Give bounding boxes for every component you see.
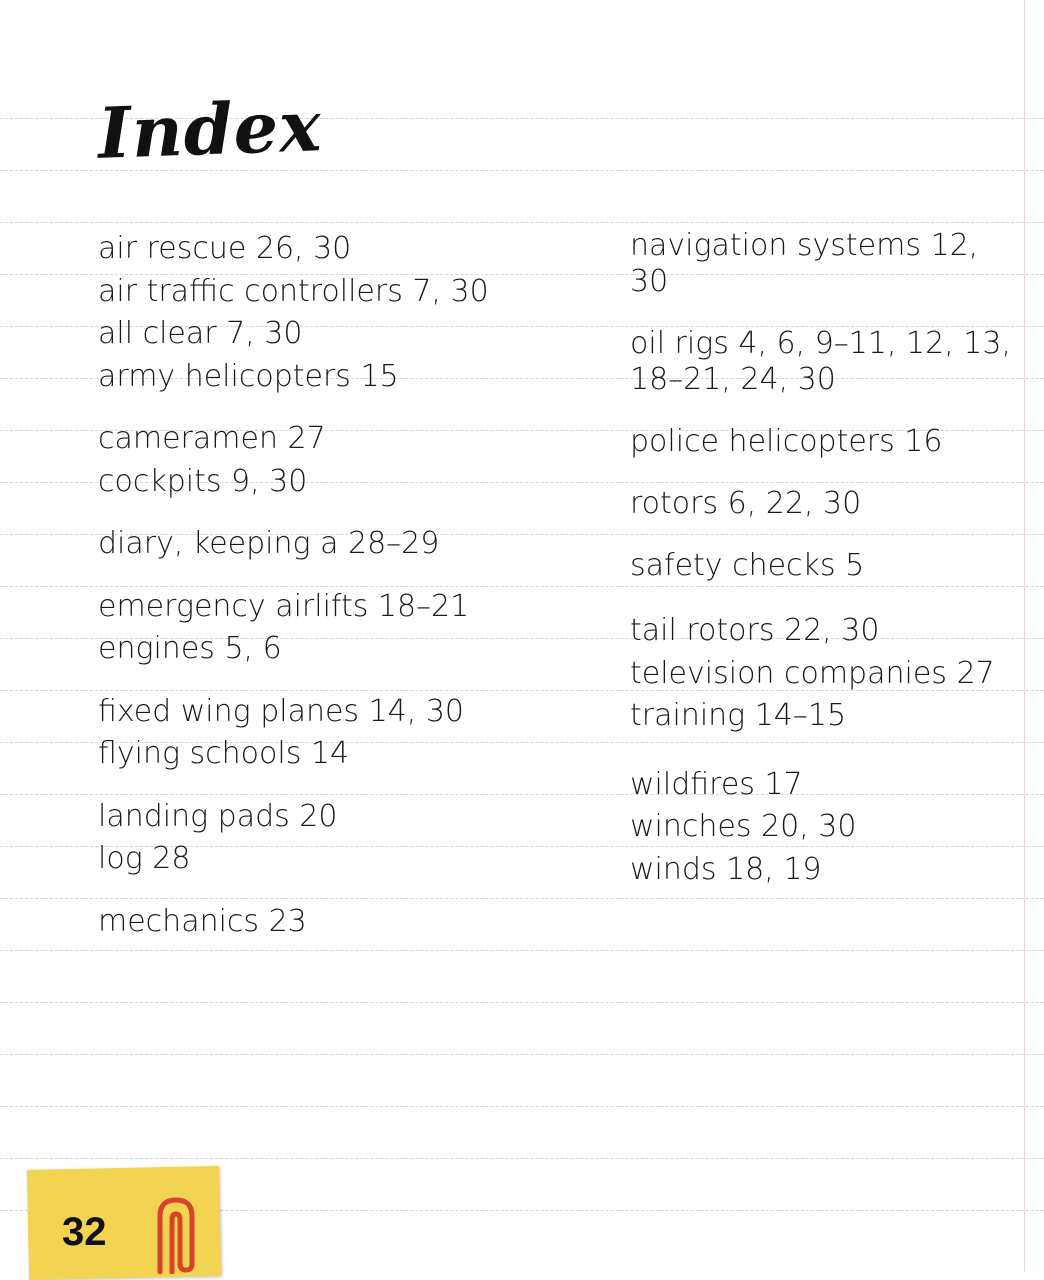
index-entry: safety checks 5 [630,548,865,583]
index-entry: oil rigs 4, 6, 9–11, 12, 13, 18–21, 24, 30 [630,326,1012,397]
index-entry: training 14–15 [630,698,847,733]
index-entry: tail rotors 22, 30 [630,613,880,648]
paper-clip-icon [146,1194,206,1274]
index-entry: landing pads 20 [98,798,338,834]
index-group [630,326,1020,398]
index-group [630,424,1020,460]
index-group [98,586,598,671]
index-group [98,418,598,503]
index-entry: log 28 [98,841,191,876]
index-entry: engines 5, 6 [98,631,282,666]
index-entry: television companies 27 [630,655,995,691]
index-column-right [630,228,1020,917]
index-group [630,548,1020,584]
index-group [98,523,598,566]
index-group [630,764,1020,892]
index-group [98,228,598,398]
page-title: Index [96,84,324,175]
index-column-left [98,228,598,963]
index-entry: wildfires 17 [630,766,803,802]
index-entry: all clear 7, 30 [98,316,303,351]
index-entry: cockpits 9, 30 [98,463,308,499]
index-entry: air traffic controllers 7, 30 [98,273,489,309]
index-entry: winches 20, 30 [630,809,857,844]
index-entry: mechanics 23 [98,903,307,939]
index-group [630,486,1020,522]
index-entry: cameramen 27 [98,421,326,456]
index-group [630,610,1020,738]
index-entry: diary, keeping a 28–29 [98,526,440,561]
page-number: 32 [62,1210,107,1254]
index-entry: flying schools 14 [98,736,350,771]
index-group [98,691,598,776]
index-group [98,796,598,881]
index-entry: rotors 6, 22, 30 [630,486,862,521]
index-entry: air rescue 26, 30 [98,231,352,266]
index-entry: fixed wing planes 14, 30 [98,693,465,729]
index-group [630,228,1020,300]
index-entry: police helicopters 16 [630,424,943,459]
index-entry: navigation systems 12, 30 [630,228,979,299]
index-entry: army helicopters 15 [98,358,399,394]
index-entry: emergency airlifts 18–21 [98,588,470,624]
index-entry: winds 18, 19 [630,851,822,887]
index-group [98,901,598,944]
margin-line [1024,0,1025,1272]
